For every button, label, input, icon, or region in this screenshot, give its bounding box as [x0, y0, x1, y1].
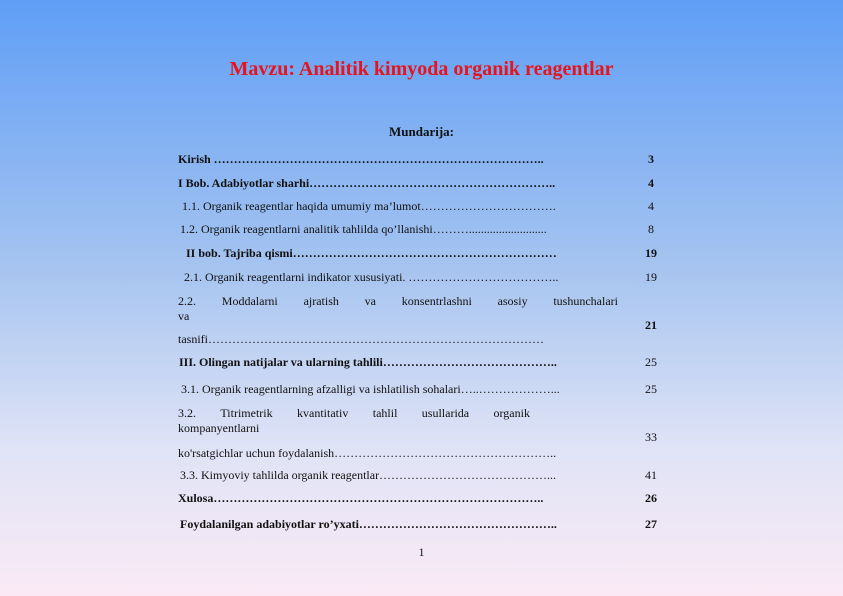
- document-title: Mavzu: Analitik kimyoda organik reagentlar: [229, 58, 614, 80]
- toc-entry-page: 19: [645, 246, 657, 260]
- toc-word: asosiy: [497, 294, 528, 308]
- toc-entry-text: Foydalanilgan adabiyotlar ro’yxati…………………………………………..: [180, 517, 557, 531]
- toc-entry-text: 3.3. Kimyoviy tahlilda organik reagentlar……………………………………...: [180, 468, 557, 482]
- toc-entry-line1: [178, 294, 618, 308]
- toc-entry-page: 33: [645, 430, 657, 444]
- toc-entry-text: I Bob. Adabiyotlar sharhi……………………………………………………..: [178, 176, 556, 190]
- toc-word: usullarida: [421, 406, 470, 420]
- toc-entry-page: 21: [645, 318, 657, 332]
- toc-entry-line3: ko'rsatgichlar uchun foydalanish………………………………………………..: [178, 446, 557, 460]
- toc-entry-page: 27: [645, 517, 657, 531]
- toc-heading: Mundarija:: [389, 124, 454, 139]
- toc-word: va: [364, 294, 376, 308]
- toc-word: tahlil: [372, 406, 398, 420]
- toc-entry-page: 8: [648, 222, 654, 236]
- toc-entry-text: 2.1. Organik reagentlarni indikator xususiyati. ………………………………..: [184, 270, 559, 284]
- toc-entry-text: Kirish ………………………………………………………………………..: [178, 152, 544, 166]
- toc-word: Titrimetrik: [220, 406, 273, 420]
- toc-entry-text: 1.2. Organik reagentlarni analitik tahlilda qo’llanishi………..........................: [180, 222, 547, 236]
- toc-entry-text: Xulosa………………………………………………………………………..: [178, 491, 544, 505]
- toc-word: 2.2.: [178, 294, 196, 308]
- toc-word: 3.2.: [178, 406, 196, 420]
- toc-entry-page: 41: [645, 468, 657, 482]
- toc-entry-line2: kompanyentlarni: [178, 421, 260, 435]
- toc-entry-page: 4: [648, 176, 654, 190]
- toc-word: kvantitativ: [297, 406, 349, 420]
- toc-entry-text: 3.1. Organik reagentlarning afzalligi va ishlatilish sohalari…..………………...: [181, 382, 560, 396]
- toc-entry-page: 4: [648, 199, 654, 213]
- toc-entry-page: 26: [645, 491, 657, 505]
- toc-word: Moddalarni: [221, 294, 278, 308]
- toc-word: tushunchalari: [553, 294, 618, 308]
- toc-entry-page: 19: [645, 270, 657, 284]
- page-number: 1: [418, 545, 425, 559]
- toc-word: konsentrlashni: [401, 294, 472, 308]
- toc-word: organik: [493, 406, 530, 420]
- toc-entry-line1: [178, 406, 530, 420]
- toc-entry-text: II bob. Tajriba qismi…………………………………………………………: [186, 246, 557, 260]
- toc-word: ajratish: [303, 294, 339, 308]
- toc-entry-text: III. Olingan natijalar va ularning tahlili……………………………………..: [179, 355, 557, 369]
- toc-entry-text: 1.1. Organik reagentlar haqida umumiy ma’lumot…………………………….: [182, 199, 556, 213]
- toc-entry-page: 25: [645, 355, 657, 369]
- toc-entry-page: 3: [648, 152, 654, 166]
- toc-entry-line3: tasnifi…………………………………………………………………………: [178, 332, 544, 346]
- toc-entry-line2: va: [178, 309, 190, 323]
- toc-entry-page: 25: [645, 382, 657, 396]
